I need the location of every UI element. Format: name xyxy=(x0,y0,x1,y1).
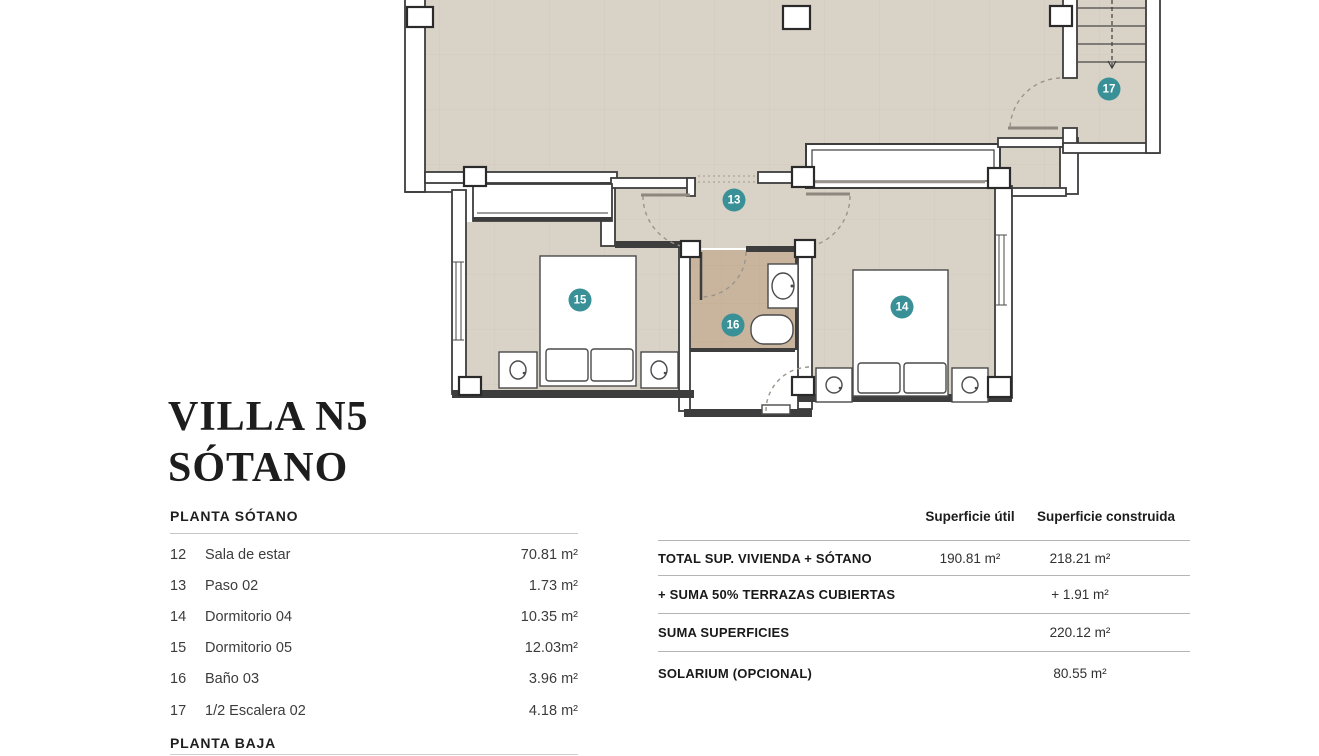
room-area: 10.35 m² xyxy=(520,608,578,625)
room-name: Dormitorio 04 xyxy=(205,608,293,625)
room-name: 1/2 Escalera 02 xyxy=(205,702,306,719)
room-name: Paso 02 xyxy=(205,577,259,594)
room-name: Sala de estar xyxy=(205,546,291,563)
room-area: 3.96 m² xyxy=(528,671,578,688)
room-area: 4.18 m² xyxy=(528,702,578,719)
closet xyxy=(473,184,612,221)
room-number: 16 xyxy=(170,671,187,688)
summary-value-construida: 80.55 m² xyxy=(1053,665,1107,681)
plan-badge-14: 14 xyxy=(891,296,914,319)
summary-table xyxy=(658,506,1190,694)
summary-value-construida: + 1.91 m² xyxy=(1051,587,1109,602)
section-heading-planta-sotano: PLANTA SÓTANO xyxy=(170,508,578,534)
room-number: 14 xyxy=(170,608,187,625)
table-row xyxy=(170,539,578,570)
table-row xyxy=(170,570,578,601)
column-header-superficie-construida: Superficie construida xyxy=(1037,509,1176,524)
summary-header-row xyxy=(658,506,1190,541)
plan-badge-13: 13 xyxy=(723,189,746,212)
summary-label: SUMA SUPERFICIES xyxy=(658,625,790,640)
room-area: 12.03m² xyxy=(524,640,578,657)
room-number: 15 xyxy=(170,640,187,657)
summary-row-suma xyxy=(658,614,1190,652)
room-area: 1.73 m² xyxy=(528,577,578,594)
summary-label: TOTAL SUP. VIVIENDA + SÓTANO xyxy=(658,550,872,566)
bathroom-toilet xyxy=(751,315,793,344)
room-number: 13 xyxy=(170,577,187,594)
summary-value-construida: 218.21 m² xyxy=(1049,550,1111,566)
table-row xyxy=(170,664,578,695)
room-name: Baño 03 xyxy=(205,671,260,688)
title-line-2: SÓTANO xyxy=(168,445,349,491)
room-name: Dormitorio 05 xyxy=(205,640,293,657)
room-table xyxy=(170,508,578,726)
plan-badge-15: 15 xyxy=(569,289,592,312)
window-bay xyxy=(806,144,1000,188)
table-row xyxy=(170,601,578,632)
summary-row-terrazas xyxy=(658,576,1190,614)
title-line-1: VILLA N5 xyxy=(168,394,369,440)
summary-row-total xyxy=(658,541,1190,576)
table-row xyxy=(170,633,578,664)
summary-label: SOLARIUM (OPCIONAL) xyxy=(658,665,813,681)
plan-badge-17: 17 xyxy=(1098,78,1121,101)
summary-label: + SUMA 50% TERRAZAS CUBIERTAS xyxy=(658,587,896,602)
summary-row-solarium xyxy=(658,652,1190,694)
table-row xyxy=(170,695,578,726)
room-area: 70.81 m² xyxy=(520,546,578,563)
room-number: 17 xyxy=(170,702,187,719)
column-header-superficie-util: Superficie útil xyxy=(925,509,1015,524)
room-rows xyxy=(170,539,578,726)
bathroom-sink xyxy=(768,264,798,308)
summary-value-util: 190.81 m² xyxy=(939,550,1001,566)
page-title xyxy=(168,392,369,494)
section-heading-planta-baja: PLANTA BAJA xyxy=(170,735,578,755)
plan-badge-16: 16 xyxy=(722,314,745,337)
room-number: 12 xyxy=(170,546,187,563)
summary-value-construida: 220.12 m² xyxy=(1049,625,1111,640)
